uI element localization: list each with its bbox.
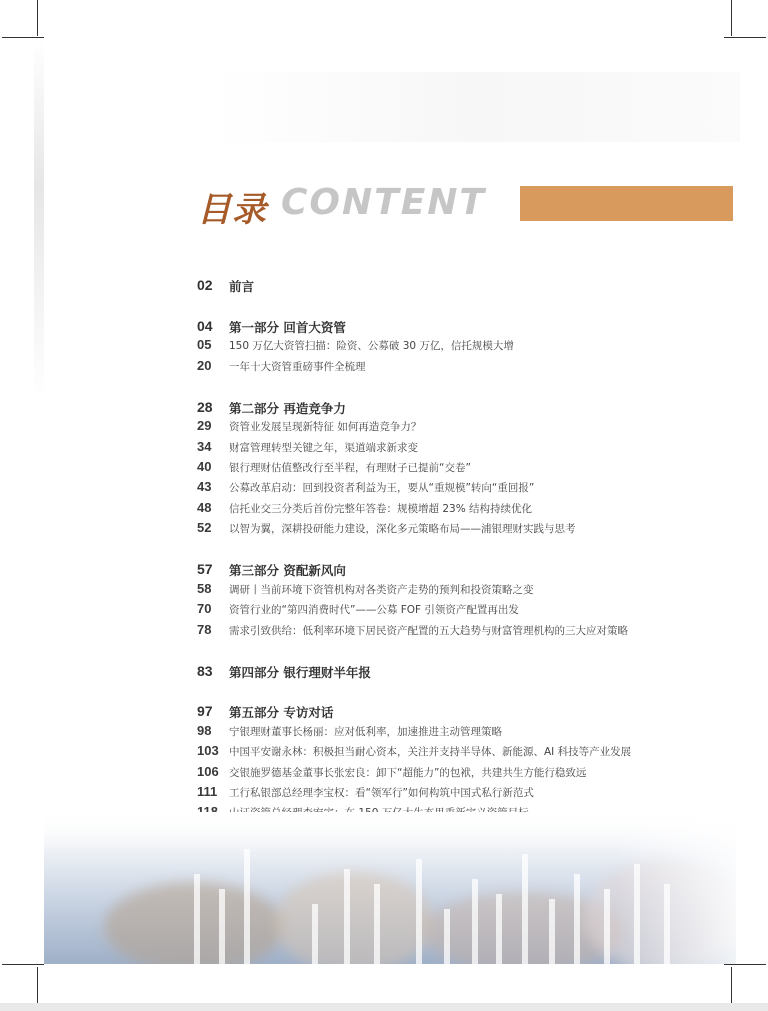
toc-page-number: 83 — [197, 663, 213, 679]
toc-entry-title: 宁银理财董事长杨丽：应对低利率，加速推进主动管理策略 — [229, 726, 502, 738]
toc-entry-title: 资管业发展呈现新特征 如何再造竞争力？ — [229, 421, 422, 433]
toc-page-number: 20 — [197, 358, 212, 373]
toc-entry-title: 150 万亿大资管扫描：险资、公募破 30 万亿，信托规模大增 — [229, 340, 514, 352]
toc-page-number: 28 — [197, 399, 213, 415]
toc-page-number: 97 — [197, 703, 213, 719]
decorative-haze — [210, 72, 740, 142]
toc-page-number: 43 — [197, 479, 212, 494]
crop-mark-bottom-right — [720, 962, 768, 1003]
toc-entry-title: 财富管理转型关键之年，渠道端求新求变 — [229, 442, 418, 454]
title-english: CONTENT — [281, 182, 486, 223]
toc-page-number: 05 — [197, 337, 212, 352]
toc-page-number: 52 — [197, 520, 212, 535]
toc-entry-title: 需求引致供给：低利率环境下居民资产配置的五大趋势与财富管理机构的三大应对策略 — [229, 625, 628, 637]
toc-page-number: 70 — [197, 601, 212, 616]
toc-page-number: 04 — [197, 318, 213, 334]
toc-page-number: 48 — [197, 500, 212, 515]
toc-entry-title: 调研丨当前环境下资管机构对各类资产走势的预判和投资策略之变 — [229, 584, 534, 596]
decorative-side-fade — [34, 40, 44, 400]
toc-page-number: 58 — [197, 581, 212, 596]
toc-page-number: 34 — [197, 439, 212, 454]
toc-entry-title: 信托业交三分类后首份完整年答卷：规模增超 23% 结构持续优化 — [229, 503, 533, 515]
toc-page-number: 106 — [197, 764, 219, 779]
toc-entry-title: 银行理财估值整改行至半程，有理财子已提前“交卷” — [229, 462, 471, 474]
toc-page-number: 111 — [197, 784, 218, 799]
crop-mark-top-left — [0, 0, 50, 46]
toc-entry-title: 前言 — [229, 279, 255, 294]
page-bottom-edge — [0, 1003, 768, 1011]
crop-mark-bottom-left — [0, 962, 50, 1003]
title-accent-bar — [520, 186, 733, 221]
title-chinese: 目录 — [197, 190, 267, 230]
toc-entry-title: 以智为翼，深耕投研能力建设，深化多元策略布局——浦银理财实践与思考 — [229, 523, 576, 535]
toc-page-number: 29 — [197, 418, 212, 433]
toc-entry-title: 交银施罗德基金董事长张宏良：卸下“超能力”的包袱，共建共生方能行稳致远 — [229, 767, 587, 779]
toc-entry-title: 第二部分 再造竞争力 — [229, 401, 346, 416]
toc-entry-title: 资管行业的“第四消费时代”——公募 FOF 引领资产配置再出发 — [229, 604, 519, 616]
toc-page-number: 98 — [197, 723, 212, 738]
toc-entry-title: 第四部分 银行理财半年报 — [229, 665, 371, 680]
city-skyline-image — [44, 812, 736, 964]
toc-entry-title: 工行私银部总经理李宝权：看“领军行”如何构筑中国式私行新范式 — [229, 787, 534, 799]
toc-page-number: 02 — [197, 277, 213, 293]
toc-entry-title: 中国平安谢永林：积极担当耐心资本，关注并支持半导体、新能源、AI 科技等产业发展 — [229, 746, 632, 758]
toc-page-number: 78 — [197, 622, 212, 637]
crop-mark-top-right — [720, 0, 768, 46]
toc-page-number: 57 — [197, 561, 213, 577]
toc-entry-title: 第五部分 专访对话 — [229, 705, 334, 720]
toc-page-number: 103 — [197, 743, 219, 758]
toc-page-number: 40 — [197, 459, 212, 474]
toc-entry-title: 一年十大资管重磅事件全梳理 — [229, 361, 366, 373]
toc-entry-title: 公募改革启动：回到投资者利益为王，要从“重规模”转向“重回报” — [229, 482, 535, 494]
toc-entry-title: 第三部分 资配新风向 — [229, 563, 346, 578]
toc-entry-title: 第一部分 回首大资管 — [229, 320, 346, 335]
